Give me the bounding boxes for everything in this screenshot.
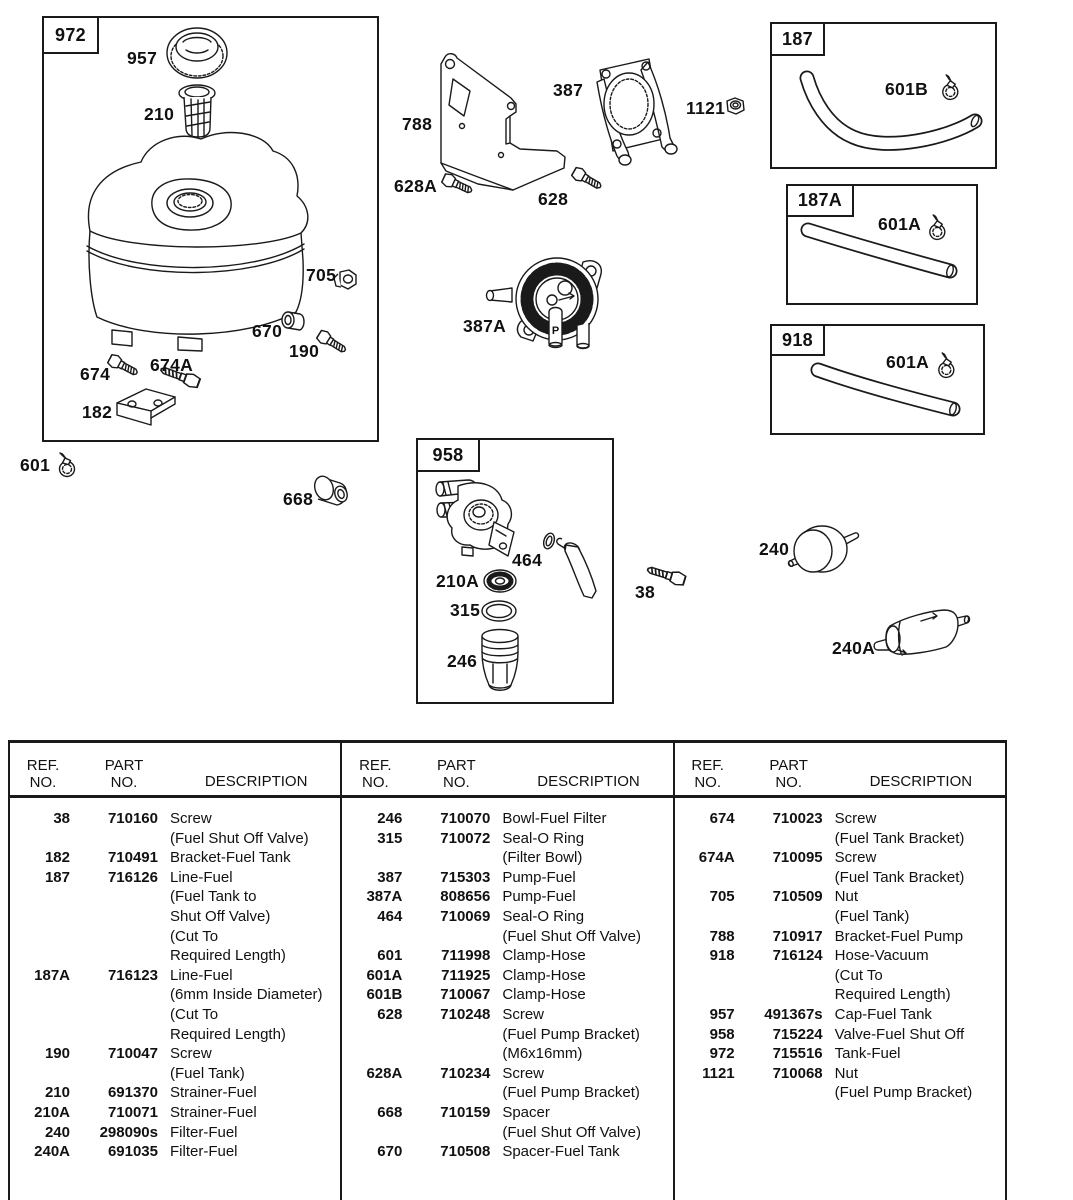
ref-no: 38 xyxy=(53,810,70,827)
header-ref-no-line: NO. xyxy=(361,774,389,791)
ref-no: 246 xyxy=(377,810,403,827)
table-row-38 xyxy=(10,809,340,848)
callout-246: 246 xyxy=(447,651,478,671)
group-box-918-label: 918 xyxy=(772,326,825,356)
ref-no: 958 xyxy=(709,1025,735,1043)
table-row-601B xyxy=(342,985,672,1005)
parts-table-column-2 xyxy=(342,743,674,1200)
header-ref-no-line: REF. xyxy=(359,757,392,774)
description-line: Valve-Fuel Shut Off xyxy=(834,1025,965,1043)
callout-240: 240 xyxy=(759,539,790,559)
part-no: 710509 xyxy=(772,888,823,906)
fuel-filter-240-art xyxy=(788,526,859,572)
fuel-filter-240A-art xyxy=(874,610,969,655)
description xyxy=(158,966,340,1044)
callout-240A: 240A xyxy=(832,638,876,658)
callout-957: 957 xyxy=(127,48,158,68)
description xyxy=(158,1044,340,1083)
part-no: 715224 xyxy=(772,1025,823,1043)
parts-table-rows xyxy=(675,798,1005,1103)
description-line: Clamp-Hose xyxy=(502,966,586,984)
table-row-182 xyxy=(10,848,340,868)
table-row-972 xyxy=(675,1044,1005,1064)
part-no: 715516 xyxy=(772,1045,823,1063)
description xyxy=(490,1103,672,1142)
description-line: Filter-Fuel xyxy=(170,1123,238,1141)
callout-601: 601 xyxy=(20,455,51,475)
header-ref-no-line: REF. xyxy=(26,757,60,774)
callout-705: 705 xyxy=(306,265,337,285)
ref-no: 1121 xyxy=(702,1064,735,1082)
ref-no: 464 xyxy=(377,907,403,925)
part-no: 716124 xyxy=(772,947,823,965)
part-no: 711925 xyxy=(441,966,491,984)
callout-210A: 210A xyxy=(436,571,480,591)
description xyxy=(490,829,672,868)
description-line: (Fuel Tank) xyxy=(834,907,910,925)
description-line: Nut xyxy=(834,888,858,906)
ref-no: 601 xyxy=(377,947,403,965)
part-no: 716123 xyxy=(107,966,158,984)
callout-315: 315 xyxy=(450,600,481,620)
ref-no: 674A xyxy=(698,849,735,867)
description-line: Strainer-Fuel xyxy=(170,1084,257,1102)
description xyxy=(490,809,672,829)
fuel-pump-387-art xyxy=(597,59,677,165)
table-row-187A xyxy=(10,966,340,1044)
part-no: 711998 xyxy=(441,947,491,965)
table-row-957 xyxy=(675,1005,1005,1025)
description xyxy=(158,1103,340,1123)
callout-628A: 628A xyxy=(394,176,438,196)
description-line: (Fuel Tank Bracket) xyxy=(834,868,965,886)
clamp-601-art xyxy=(60,453,75,477)
group-box-187A-label: 187A xyxy=(788,186,854,217)
table-row-387 xyxy=(342,868,672,888)
header-part-no-line: NO. xyxy=(775,774,802,791)
pump-marking-text: P xyxy=(551,325,560,337)
part-no: 710159 xyxy=(440,1103,491,1121)
description-line: (Fuel Pump Bracket) xyxy=(502,1084,640,1102)
description-line: Bowl-Fuel Filter xyxy=(502,810,607,827)
callout-674A: 674A xyxy=(150,355,194,375)
parts-table-header xyxy=(675,743,1005,798)
ref-no: 240A xyxy=(34,1143,70,1161)
description-line: Nut xyxy=(834,1064,858,1082)
callout-601A: 601A xyxy=(878,214,922,234)
description-line: Strainer-Fuel xyxy=(170,1103,257,1121)
table-row-246 xyxy=(342,809,672,829)
callout-190: 190 xyxy=(289,341,320,361)
description-line: Clamp-Hose xyxy=(502,986,586,1004)
header-ref-no xyxy=(10,757,76,791)
ref-no: 387A xyxy=(366,888,403,906)
ref-no: 957 xyxy=(709,1005,735,1023)
description-line: Required Length) xyxy=(834,986,951,1004)
ref-no: 210 xyxy=(44,1084,70,1102)
table-row-240A xyxy=(10,1142,340,1162)
description-line: Pump-Fuel xyxy=(502,868,576,886)
table-row-918 xyxy=(675,946,1005,1005)
part-no: 710491 xyxy=(107,849,158,867)
part-no: 716126 xyxy=(107,868,158,886)
table-row-190 xyxy=(10,1044,340,1083)
callout-182: 182 xyxy=(82,402,113,422)
description xyxy=(823,1025,1005,1045)
callout-674: 674 xyxy=(80,364,111,384)
header-description xyxy=(172,773,340,791)
table-row-315 xyxy=(342,829,672,868)
table-row-387A xyxy=(342,887,672,907)
description-line: (Cut To xyxy=(834,966,883,984)
table-row-628 xyxy=(342,1005,672,1064)
parts-table xyxy=(8,740,1007,1200)
callout-387A: 387A xyxy=(463,316,507,336)
description xyxy=(158,1142,340,1162)
description-line: (Fuel Tank Bracket) xyxy=(834,829,965,847)
part-no: 298090s xyxy=(99,1123,158,1141)
description xyxy=(823,927,1005,947)
part-no: 710508 xyxy=(440,1143,491,1161)
ref-no: 705 xyxy=(709,888,735,906)
callout-668: 668 xyxy=(283,489,314,509)
ref-no: 918 xyxy=(709,947,735,965)
parts-table-header xyxy=(342,743,672,798)
callout-464: 464 xyxy=(512,550,543,570)
description-line: Required Length) xyxy=(170,947,286,965)
header-description-line: DESCRIPTION xyxy=(204,773,308,790)
description xyxy=(490,966,672,986)
description xyxy=(490,985,672,1005)
description-line: Clamp-Hose xyxy=(502,947,586,965)
parts-table-column-1 xyxy=(10,743,342,1200)
description-line: (Cut To xyxy=(170,927,219,945)
header-part-no xyxy=(741,757,837,791)
table-row-668 xyxy=(342,1103,672,1142)
table-row-187 xyxy=(10,868,340,966)
part-no: 710917 xyxy=(772,927,823,945)
description-line: Spacer-Fuel Tank xyxy=(502,1143,620,1161)
callout-1121: 1121 xyxy=(686,98,726,118)
header-part-no-line: PART xyxy=(104,757,144,774)
group-box-958-label: 958 xyxy=(418,440,480,472)
callout-670: 670 xyxy=(252,321,283,341)
description xyxy=(490,946,672,966)
part-no: 710095 xyxy=(772,849,823,867)
header-part-no-line: NO. xyxy=(110,774,138,791)
description xyxy=(823,809,1005,848)
ref-no: 182 xyxy=(44,849,70,867)
description-line: Line-Fuel xyxy=(170,868,233,886)
table-row-958 xyxy=(675,1025,1005,1045)
header-ref-no-line: NO. xyxy=(29,774,57,791)
description xyxy=(490,1005,672,1064)
group-box-187 xyxy=(770,22,997,169)
description-line: Screw xyxy=(834,849,877,867)
description-line: (Fuel Tank to xyxy=(170,888,257,906)
callout-628: 628 xyxy=(538,189,569,209)
description-line: Seal-O Ring xyxy=(502,829,585,847)
callout-387: 387 xyxy=(553,80,584,100)
description-line: Pump-Fuel xyxy=(502,888,576,906)
part-no: 710160 xyxy=(107,810,158,827)
description-line: Seal-O Ring xyxy=(502,907,585,925)
description xyxy=(490,868,672,888)
description xyxy=(823,1044,1005,1064)
header-ref-no xyxy=(675,757,741,791)
table-row-240 xyxy=(10,1123,340,1143)
parts-table-column-3 xyxy=(675,743,1005,1200)
part-no: 710067 xyxy=(440,986,491,1004)
table-row-674A xyxy=(675,848,1005,887)
ref-no: 601A xyxy=(366,966,403,984)
description xyxy=(158,848,340,868)
ref-no: 788 xyxy=(709,927,735,945)
group-box-187-label: 187 xyxy=(772,24,825,56)
group-box-918 xyxy=(770,324,985,435)
description xyxy=(490,887,672,907)
description xyxy=(158,1083,340,1103)
description xyxy=(823,1064,1005,1103)
table-row-628A xyxy=(342,1064,672,1103)
description xyxy=(823,848,1005,887)
table-row-1121 xyxy=(675,1064,1005,1103)
description-line: (Cut To xyxy=(170,1005,219,1023)
header-part-no-line: PART xyxy=(769,757,808,774)
part-no: 710072 xyxy=(440,829,491,847)
ref-no: 601B xyxy=(366,986,403,1004)
description-line: Shut Off Valve) xyxy=(170,907,271,925)
description-line: Screw xyxy=(502,1064,545,1082)
ref-no: 628A xyxy=(366,1064,403,1082)
description xyxy=(823,946,1005,1005)
description-line: Bracket-Fuel Pump xyxy=(834,927,964,945)
ref-no: 210A xyxy=(34,1103,70,1121)
part-no: 710248 xyxy=(440,1005,491,1023)
callout-210: 210 xyxy=(144,104,175,124)
description xyxy=(158,809,340,848)
table-row-464 xyxy=(342,907,672,946)
description-line: Screw xyxy=(834,810,877,827)
spacer-668-art xyxy=(312,474,349,505)
ref-no: 972 xyxy=(709,1045,735,1063)
header-ref-no-line: REF. xyxy=(691,757,724,774)
header-description xyxy=(504,773,672,791)
ref-no: 315 xyxy=(377,829,403,847)
part-no: 691035 xyxy=(107,1143,158,1161)
description xyxy=(158,868,340,966)
table-row-674 xyxy=(675,809,1005,848)
part-no: 710069 xyxy=(440,907,491,925)
description-line: Screw xyxy=(170,810,212,827)
parts-table-rows xyxy=(342,798,672,1162)
screw-628-art xyxy=(571,166,604,193)
header-description xyxy=(837,773,1005,791)
part-no: 710071 xyxy=(107,1103,158,1121)
description-line: Tank-Fuel xyxy=(834,1045,901,1063)
header-ref-no-line: NO. xyxy=(694,774,721,791)
part-no: 710070 xyxy=(440,810,491,827)
parts-table-header xyxy=(10,743,340,798)
header-ref-no xyxy=(342,757,408,791)
description-line: Required Length) xyxy=(170,1025,286,1043)
part-no: 715303 xyxy=(440,868,491,886)
callout-38: 38 xyxy=(635,582,656,602)
description-line: Hose-Vacuum xyxy=(834,947,929,965)
description xyxy=(490,1142,672,1162)
part-no: 808656 xyxy=(440,888,491,906)
description-line: Cap-Fuel Tank xyxy=(834,1005,932,1023)
description-line: Screw xyxy=(502,1005,545,1023)
description xyxy=(158,1123,340,1143)
header-part-no xyxy=(408,757,504,791)
table-row-601 xyxy=(342,946,672,966)
ref-no: 187 xyxy=(44,868,70,886)
table-row-210 xyxy=(10,1083,340,1103)
callout-601A: 601A xyxy=(886,352,930,372)
part-no: 710047 xyxy=(107,1045,158,1063)
ref-no: 670 xyxy=(377,1143,403,1161)
group-box-972-label: 972 xyxy=(44,18,99,54)
ref-no: 387 xyxy=(377,868,403,886)
description xyxy=(823,887,1005,926)
part-no: 710234 xyxy=(440,1064,491,1082)
description-line: (Fuel Pump Bracket) xyxy=(502,1025,640,1043)
part-no: 491367s xyxy=(764,1005,823,1023)
table-row-788 xyxy=(675,927,1005,947)
header-description-line: DESCRIPTION xyxy=(869,773,973,790)
description-line: Spacer xyxy=(502,1103,550,1121)
description-line: Filter-Fuel xyxy=(170,1143,238,1161)
callout-788: 788 xyxy=(402,114,433,134)
part-no: 691370 xyxy=(107,1084,158,1102)
description-line: Line-Fuel xyxy=(170,966,233,984)
parts-table-rows xyxy=(10,798,340,1162)
table-row-670 xyxy=(342,1142,672,1162)
description-line: (M6x16mm) xyxy=(502,1045,583,1063)
ref-no: 628 xyxy=(377,1005,403,1023)
ref-no: 668 xyxy=(377,1103,403,1121)
description xyxy=(490,907,672,946)
description xyxy=(823,1005,1005,1025)
description-line: (Fuel Shut Off Valve) xyxy=(502,927,641,945)
ref-no: 674 xyxy=(709,810,735,827)
part-no: 710068 xyxy=(772,1064,823,1082)
description-line: (6mm Inside Diameter) xyxy=(170,986,323,1004)
header-part-no-line: NO. xyxy=(442,774,470,791)
description-line: (Fuel Shut Off Valve) xyxy=(502,1123,641,1141)
table-row-601A xyxy=(342,966,672,986)
part-no: 710023 xyxy=(772,810,823,827)
description xyxy=(490,1064,672,1103)
description-line: (Fuel Pump Bracket) xyxy=(834,1084,973,1102)
description-line: (Fuel Shut Off Valve) xyxy=(170,829,309,847)
ref-no: 240 xyxy=(44,1123,70,1141)
ref-no: 190 xyxy=(44,1045,70,1063)
description-line: (Fuel Tank) xyxy=(170,1064,245,1082)
group-box-187A xyxy=(786,184,978,305)
header-description-line: DESCRIPTION xyxy=(537,773,640,790)
table-row-210A xyxy=(10,1103,340,1123)
ref-no: 187A xyxy=(34,966,70,984)
description-line: (Filter Bowl) xyxy=(502,849,583,867)
header-part-no-line: PART xyxy=(437,757,476,774)
nut-1121-art xyxy=(727,98,744,114)
header-part-no xyxy=(76,757,172,791)
description-line: Screw xyxy=(170,1045,212,1063)
callout-601B: 601B xyxy=(885,79,929,99)
description-line: Bracket-Fuel Tank xyxy=(170,849,291,867)
bracket-788-art xyxy=(441,54,565,190)
table-row-705 xyxy=(675,887,1005,926)
